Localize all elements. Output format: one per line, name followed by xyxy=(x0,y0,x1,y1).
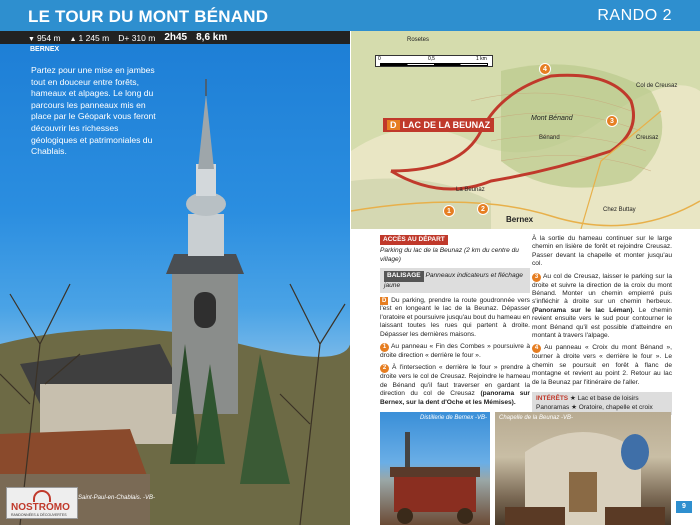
step-2-continued: À la sortie du hameau continuer sur le large chemin en lisière de forêt et rejoindre Creusaz. Passer devant la chapelle et monter jusqu'au col. xyxy=(532,235,672,268)
logo-mark-icon xyxy=(33,490,51,502)
route-description-col1 xyxy=(380,235,530,407)
place-name: BERNEX xyxy=(30,46,60,53)
header-band xyxy=(0,0,700,31)
map-scale: 0 0,5 1 km xyxy=(375,55,493,67)
page-title: LE TOUR DU MONT BÉNAND xyxy=(28,7,269,26)
map-label-beunaz: La Beunaz xyxy=(456,187,485,193)
step-4: 4 Au panneau « Croix du mont Bénand », tourner à droite vers « derrière le four ». Le chemin se poursuit en forêt à flanc de montagne et revient au point 2. Retour au lac de la Beunaz par l'itinéraire de l'aller. xyxy=(532,344,673,386)
publisher-logo: NOSTROMO RANDONNÉES & DÉCOUVERTES xyxy=(6,487,78,519)
down-triangle-icon: ▼ xyxy=(28,35,35,43)
star-icon: ★ xyxy=(571,403,577,411)
step-d: D Du parking, prendre la route goudronnée vers l'est en longeant le lac de la Beunaz. Dépasser l'oratoire et poursuivre jusqu'au bout du hameau en laissant toutes les rues qui partent à droite. Dépasser les dernières maisons. xyxy=(380,297,530,338)
step-3: 3 Au col de Creusaz, laisser le parking sur la droite et suivre la direction de la croix du mont Bénand. Monter un chemin empierré puis s'infléchir à droite sur un chemin herbeux. (Panorama sur le lac Léman). Le chemin revient ensuite vers le sud pour contourner le mont Bénand qu'il est possible d'atteindre en montant à travers l'alpage. xyxy=(532,272,672,340)
access-title: ACCÈS AU DÉPART xyxy=(380,235,448,245)
max-altitude: ▲ 1 245 m xyxy=(69,32,110,43)
step-1: 1 Au panneau « Fin des Combes » poursuivre à droite direction « derrière le four ». xyxy=(380,343,530,360)
page-number: 9 xyxy=(676,501,692,513)
route-map xyxy=(351,31,700,229)
map-label-col: Col de Creusaz xyxy=(636,83,678,89)
access-text: Parking du lac de la Beunaz (2 km du centre du village) xyxy=(380,247,519,263)
distillery-caption: Distillerie de Bernex -VB- xyxy=(420,415,488,421)
interets-box: INTÉRÊTS ★ Lac et base de loisirs Panoramas ★ Oratoire, chapelle et croix xyxy=(532,392,672,415)
chapel-illustration xyxy=(495,412,671,525)
map-label-rosetes: Rosetes xyxy=(407,37,430,43)
rando-label: RANDO 2 xyxy=(597,7,672,24)
map-label-mont: Mont Bénand xyxy=(531,115,573,122)
route-description-col2 xyxy=(532,235,672,415)
intro-text: Partez pour une mise en jambes tout en douceur entre forêts, hameaux et alpages. Le long du parcours les panneaux mis en place par le Géopark vous feront découvrir les richesses géologiques et patrimoniales du Chablais. xyxy=(31,65,156,157)
min-altitude: ▼ 954 m xyxy=(28,32,61,43)
star-icon: ★ xyxy=(569,395,576,403)
start-marker: D LAC DE LA BEUNAZ xyxy=(383,118,494,132)
balisage-box: BALISAGE Panneaux indicateurs et fléchage jaune xyxy=(380,268,530,293)
distance: 8,6 km xyxy=(196,32,228,43)
photo-caption: Saint-Paul-en-Chablais. -VB- xyxy=(78,495,156,501)
step-2: 2 À l'intersection « derrière le four » prendre à droite vers le col de Creusaz. Rejoindre le hameau de Bénand qu'il faut traverser en gardant la direction du col de Creusaz (panorama sur Bernex, sur la dent d'Oche et les Mémises). xyxy=(380,364,530,406)
waypoint-4: 4 xyxy=(539,63,551,75)
map-label-buttay: Chez Buttay xyxy=(603,207,636,213)
waypoint-1: 1 xyxy=(443,205,455,217)
ascent: D+ 310 m xyxy=(118,32,156,43)
up-triangle-icon: ▲ xyxy=(69,35,77,43)
stats-bar xyxy=(0,31,350,44)
waypoint-3: 3 xyxy=(606,115,618,127)
distillery-illustration xyxy=(380,412,490,525)
duration: 2h45 xyxy=(164,32,188,43)
waypoint-2: 2 xyxy=(477,203,489,215)
map-label-benand: Bénand xyxy=(539,135,560,141)
map-label-creusaz: Creusaz xyxy=(636,135,659,141)
map-label-bernex: Bernex xyxy=(506,215,534,224)
chapel-caption: Chapelle de la Beunaz -VB- xyxy=(499,415,574,421)
distillery-photo xyxy=(380,412,490,525)
chapel-photo xyxy=(495,412,671,525)
